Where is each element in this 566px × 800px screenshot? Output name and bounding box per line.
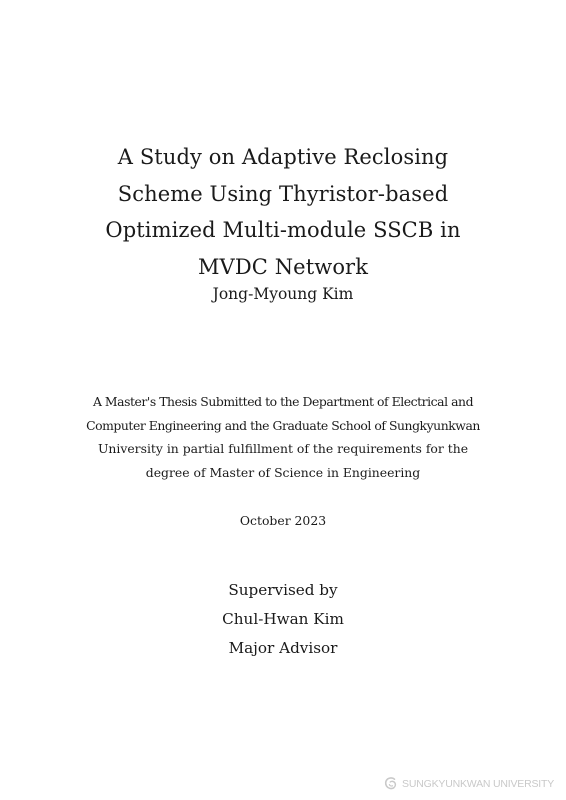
advisor-role: Major Advisor (228, 639, 338, 657)
thesis-statement-line-4: degree of Master of Science in Engineering (145, 464, 421, 480)
thesis-statement (0, 390, 566, 484)
university-watermark-logo (383, 776, 554, 792)
thesis-statement-line-1: A Master's Thesis Submitted to the Department of Electrical and (92, 394, 474, 409)
thesis-statement-line-2: Computer Engineering and the Graduate School of Sungkyunkwan (86, 417, 480, 433)
thesis-title (0, 139, 566, 285)
supervised-by-label: Supervised by (228, 581, 338, 599)
university-emblem-icon (383, 776, 399, 792)
title-line-2: Scheme Using Thyristor-based (117, 181, 449, 206)
supervision-block (0, 576, 566, 663)
university-watermark-text: SUNGKYUNKWAN UNIVERSITY (402, 778, 554, 790)
submission-date: October 2023 (239, 513, 327, 528)
thesis-statement-line-3: University in partial fulfillment of the requirements for the (97, 441, 469, 456)
title-line-1: A Study on Adaptive Reclosing (117, 145, 449, 169)
advisor-name: Chul-Hwan Kim (222, 610, 344, 628)
title-line-4: MVDC Network (197, 254, 369, 279)
title-line-3: Optimized Multi-module SSCB in (105, 218, 461, 242)
author-name: Jong-Myoung Kim (212, 285, 354, 303)
